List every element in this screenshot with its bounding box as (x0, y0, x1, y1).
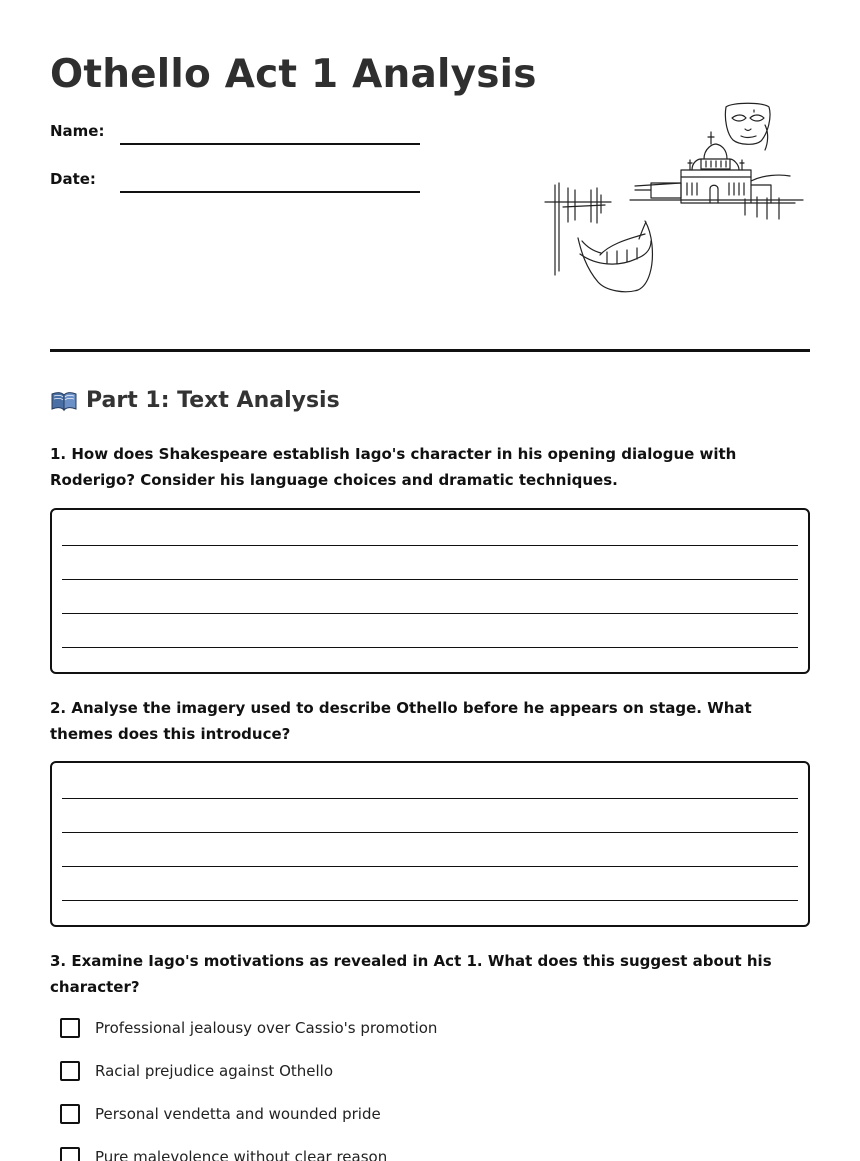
page-title: Othello Act 1 Analysis (50, 52, 537, 97)
venice-gondola-mask-illustration (535, 95, 805, 300)
option-professional-jealousy[interactable] (60, 1016, 760, 1059)
option-label: Racial prejudice against Othello (95, 1062, 334, 1080)
name-field-row (50, 120, 420, 144)
answer-line (62, 579, 798, 580)
question-3-options (60, 1016, 760, 1161)
answer-line (62, 647, 798, 648)
answer-box-1[interactable] (50, 508, 810, 674)
section-heading (50, 388, 340, 413)
checkbox-personal-vendetta[interactable] (60, 1104, 80, 1124)
name-field[interactable] (120, 143, 420, 145)
answer-line (62, 545, 798, 546)
name-label: Name: (50, 122, 105, 140)
option-label: Professional jealousy over Cassio's promotion (95, 1019, 438, 1037)
section-title: Part 1: Text Analysis (86, 388, 340, 413)
question-2: 2. Analyse the imagery used to describe Othello before he appears on stage. What themes does this introduce? (50, 699, 752, 743)
answer-line (62, 613, 798, 614)
answer-line (62, 832, 798, 833)
option-pure-malevolence[interactable] (60, 1145, 760, 1161)
answer-line (62, 866, 798, 867)
checkbox-pure-malevolence[interactable] (60, 1147, 80, 1161)
open-book-icon (50, 390, 78, 412)
option-label: Personal vendetta and wounded pride (95, 1105, 381, 1123)
section-divider (50, 349, 810, 352)
option-racial-prejudice[interactable] (60, 1059, 760, 1102)
date-label: Date: (50, 170, 96, 188)
answer-line (62, 798, 798, 799)
checkbox-professional-jealousy[interactable] (60, 1018, 80, 1038)
answer-line (62, 900, 798, 901)
answer-box-2[interactable] (50, 761, 810, 927)
question-3: 3. Examine Iago's motivations as revealed in Act 1. What does this suggest about his character? (50, 952, 772, 996)
option-personal-vendetta[interactable] (60, 1102, 760, 1145)
question-1: 1. How does Shakespeare establish Iago's character in his opening dialogue with Roderigo? Consider his language choices and dramatic techniques. (50, 445, 737, 489)
date-field-row (50, 168, 420, 192)
checkbox-racial-prejudice[interactable] (60, 1061, 80, 1081)
option-label: Pure malevolence without clear reason (95, 1148, 388, 1161)
date-field[interactable] (120, 191, 420, 193)
